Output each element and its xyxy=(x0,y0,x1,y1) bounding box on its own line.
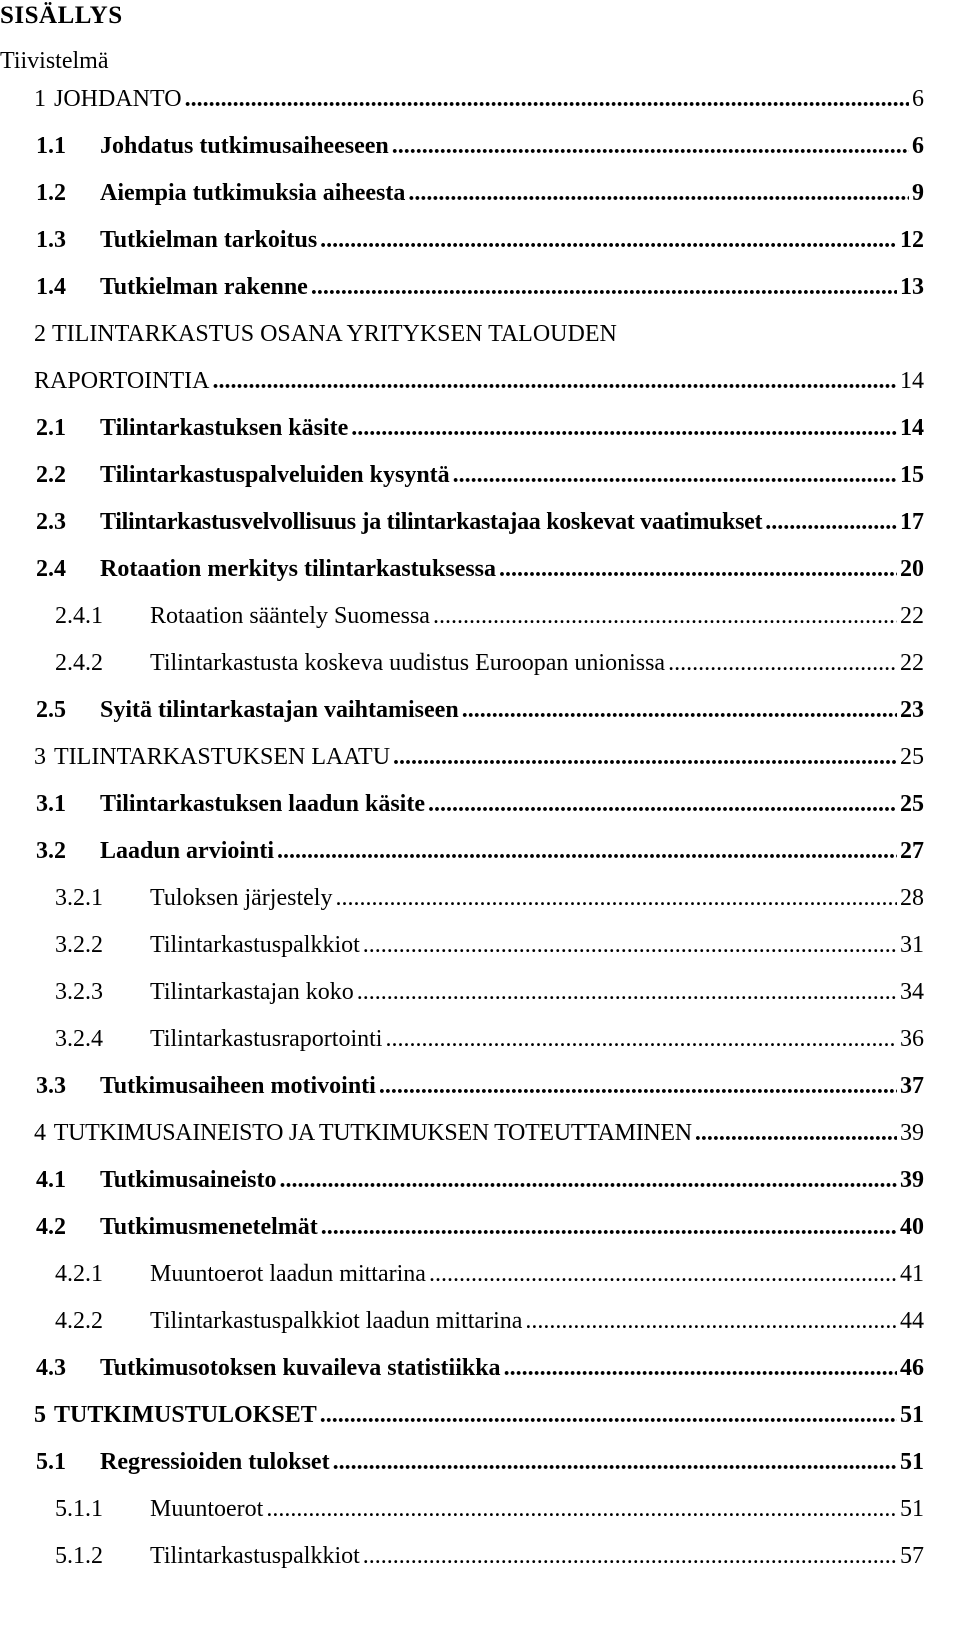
toc-page-number: 44 xyxy=(900,1308,924,1334)
toc-entry-2-5[interactable] xyxy=(0,697,960,737)
toc-page-number: 51 xyxy=(900,1402,924,1428)
toc-number: 3.2.1 xyxy=(55,885,103,911)
toc-label: Johdatus tutkimusaiheeseen xyxy=(100,133,389,159)
toc-page-number: 40 xyxy=(900,1214,924,1240)
toc-page-number: 46 xyxy=(900,1355,924,1381)
toc-label: Tutkimusotoksen kuvaileva statistiikka xyxy=(100,1355,501,1381)
toc-number: 1.3 xyxy=(36,227,66,253)
toc-page-number: 37 xyxy=(900,1073,924,1099)
toc-number: 4.2.2 xyxy=(55,1308,103,1334)
toc-entry-4-2[interactable] xyxy=(0,1214,960,1254)
toc-label: Tilintarkastusvelvollisuus ja tilintarkastajaa koskevat vaatimukset xyxy=(100,509,763,535)
toc-number: 5.1.1 xyxy=(55,1496,103,1522)
toc-page-number: 17 xyxy=(900,509,924,535)
toc-label: Tilintarkastuspalkkiot laadun mittarina xyxy=(150,1308,523,1334)
toc-entry-3-2-4[interactable] xyxy=(0,1026,960,1066)
toc-entry-2-4-1[interactable] xyxy=(0,603,960,643)
toc-entry-1-4[interactable] xyxy=(0,274,960,314)
toc-label: Tilintarkastuspalveluiden kysyntä xyxy=(100,462,450,488)
toc-number: 2.4 xyxy=(36,556,66,582)
toc-entry-chapter-1[interactable] xyxy=(0,86,960,126)
toc-label: Aiempia tutkimuksia aiheesta xyxy=(100,180,406,206)
toc-label: Tilintarkastusraportointi xyxy=(150,1026,383,1052)
toc-page-number: 20 xyxy=(900,556,924,582)
toc-number: 3.1 xyxy=(36,791,66,817)
toc-label: Tutkimusmenetelmät xyxy=(100,1214,318,1240)
toc-number: 4.2 xyxy=(36,1214,66,1240)
toc-number: 2.3 xyxy=(36,509,66,535)
toc-label: TILINTARKASTUKSEN LAATU xyxy=(54,744,391,770)
toc-entry-4-2-2[interactable] xyxy=(0,1308,960,1348)
toc-page-number: 14 xyxy=(900,368,924,394)
toc-entry-2-2[interactable] xyxy=(0,462,960,502)
toc-page-number: 51 xyxy=(900,1449,924,1475)
toc-entry-2-4-2[interactable] xyxy=(0,650,960,690)
toc-label: Laadun arviointi xyxy=(100,838,275,864)
toc-entry-chapter-2-continued[interactable] xyxy=(0,368,960,408)
toc-page-number: 39 xyxy=(900,1120,924,1146)
toc-label: Regressioiden tulokset xyxy=(100,1449,330,1475)
toc-page-number: 28 xyxy=(900,885,924,911)
toc-entry-3-2[interactable] xyxy=(0,838,960,878)
toc-entry-3-2-1[interactable] xyxy=(0,885,960,925)
toc-label: Rotaation merkitys tilintarkastuksessa xyxy=(100,556,497,582)
toc-page-number: 57 xyxy=(900,1543,924,1569)
toc-page-number: 51 xyxy=(900,1496,924,1522)
toc-page-number: 22 xyxy=(900,603,924,629)
toc-entry-4-3[interactable] xyxy=(0,1355,960,1395)
toc-entry-chapter-4[interactable] xyxy=(0,1120,960,1160)
toc-entry-2-4[interactable] xyxy=(0,556,960,596)
toc-page-number: 25 xyxy=(900,791,924,817)
toc-number: 3.2 xyxy=(36,838,66,864)
toc-page-number: 34 xyxy=(900,979,924,1005)
toc-label: Tuloksen järjestely xyxy=(150,885,333,911)
toc-number: 3.2.3 xyxy=(55,979,103,1005)
toc-page-number: 39 xyxy=(900,1167,924,1193)
toc-label: JOHDANTO xyxy=(54,86,182,112)
toc-entry-4-1[interactable] xyxy=(0,1167,960,1207)
toc-label: TILINTARKASTUS OSANA YRITYKSEN TALOUDEN xyxy=(52,321,617,347)
toc-label: Tilintarkastuksen käsite xyxy=(100,415,349,441)
toc-label: TUTKIMUSTULOKSET xyxy=(54,1402,317,1428)
toc-page-number: 22 xyxy=(900,650,924,676)
toc-label: Syitä tilintarkastajan vaihtamiseen xyxy=(100,697,459,723)
toc-number: 1 xyxy=(34,86,46,112)
toc-page-number: 13 xyxy=(900,274,924,300)
toc-page-number: 23 xyxy=(900,697,924,723)
toc-number: 1.4 xyxy=(36,274,66,300)
toc-label: Tilintarkastusta koskeva uudistus Euroopan unionissa xyxy=(150,650,666,676)
toc-entry-2-3[interactable] xyxy=(0,509,960,549)
toc-label: Tilintarkastuspalkkiot xyxy=(150,1543,360,1569)
toc-entry-chapter-5[interactable] xyxy=(0,1402,960,1442)
toc-page-number: 14 xyxy=(900,415,924,441)
toc-number: 5.1 xyxy=(36,1449,66,1475)
toc-entry-1-3[interactable] xyxy=(0,227,960,267)
toc-number: 1.2 xyxy=(36,180,66,206)
toc-label: Tutkielman tarkoitus xyxy=(100,227,318,253)
toc-entry-3-3[interactable] xyxy=(0,1073,960,1113)
toc-page-number: 6 xyxy=(912,133,924,159)
toc-number: 2.4.1 xyxy=(55,603,103,629)
toc-page-number: 9 xyxy=(912,180,924,206)
toc-label: Muuntoerot xyxy=(150,1496,264,1522)
toc-number: 5 xyxy=(34,1402,46,1428)
page-title: SISÄLLYS xyxy=(0,2,123,29)
toc-page-number: 25 xyxy=(900,744,924,770)
toc-page-number: 31 xyxy=(900,932,924,958)
toc-label: Tutkimusaineisto xyxy=(100,1167,277,1193)
toc-number: 2.2 xyxy=(36,462,66,488)
toc-number: 3.2.2 xyxy=(55,932,103,958)
toc-entry-5-1[interactable] xyxy=(0,1449,960,1489)
toc-label: Tilintarkastuksen laadun käsite xyxy=(100,791,425,817)
toc-entry-chapter-3[interactable] xyxy=(0,744,960,784)
toc-number: 1.1 xyxy=(36,133,66,159)
toc-entry-4-2-1[interactable] xyxy=(0,1261,960,1301)
toc-number: 5.1.2 xyxy=(55,1543,103,1569)
toc-number: 3 xyxy=(34,744,46,770)
toc-number: 4.3 xyxy=(36,1355,66,1381)
toc-entry-chapter-2[interactable] xyxy=(0,321,960,361)
toc-entry-3-2-3[interactable] xyxy=(0,979,960,1019)
toc-number: 3.2.4 xyxy=(55,1026,103,1052)
toc-entry-1-2[interactable] xyxy=(0,180,960,220)
toc-label: Tutkielman rakenne xyxy=(100,274,308,300)
page-subtitle: Tiivistelmä xyxy=(0,48,109,74)
toc-number: 2.4.2 xyxy=(55,650,103,676)
toc-entry-2-1[interactable] xyxy=(0,415,960,455)
toc-entry-5-1-1[interactable] xyxy=(0,1496,960,1536)
toc-entry-5-1-2[interactable] xyxy=(0,1543,960,1583)
toc-page-number: 6 xyxy=(912,86,924,112)
toc-number: 4.1 xyxy=(36,1167,66,1193)
toc-page-number: 12 xyxy=(900,227,924,253)
toc-number: 3.3 xyxy=(36,1073,66,1099)
toc-label: TUTKIMUSAINEISTO JA TUTKIMUKSEN TOTEUTTAMINEN xyxy=(53,1120,692,1146)
toc-label: Muuntoerot laadun mittarina xyxy=(150,1261,426,1287)
toc-number: 2.5 xyxy=(36,697,66,723)
toc-label: Tilintarkastajan koko xyxy=(150,979,354,1005)
toc-entry-3-2-2[interactable] xyxy=(0,932,960,972)
toc-label-continued: RAPORTOINTIA xyxy=(34,368,210,394)
toc-page-number: 27 xyxy=(900,838,924,864)
toc-number: 4 xyxy=(34,1120,46,1146)
toc-number: 2 xyxy=(34,321,46,347)
toc-page-number: 15 xyxy=(900,462,924,488)
toc-entry-3-1[interactable] xyxy=(0,791,960,831)
toc-page-number: 41 xyxy=(900,1261,924,1287)
toc-number: 2.1 xyxy=(36,415,66,441)
toc-number: 4.2.1 xyxy=(55,1261,103,1287)
toc-label: Tilintarkastuspalkkiot xyxy=(150,932,360,958)
toc-label: Tutkimusaiheen motivointi xyxy=(100,1073,376,1099)
toc-page-number: 36 xyxy=(900,1026,924,1052)
toc-label: Rotaation sääntely Suomessa xyxy=(150,603,430,629)
toc-entry-1-1[interactable] xyxy=(0,133,960,173)
